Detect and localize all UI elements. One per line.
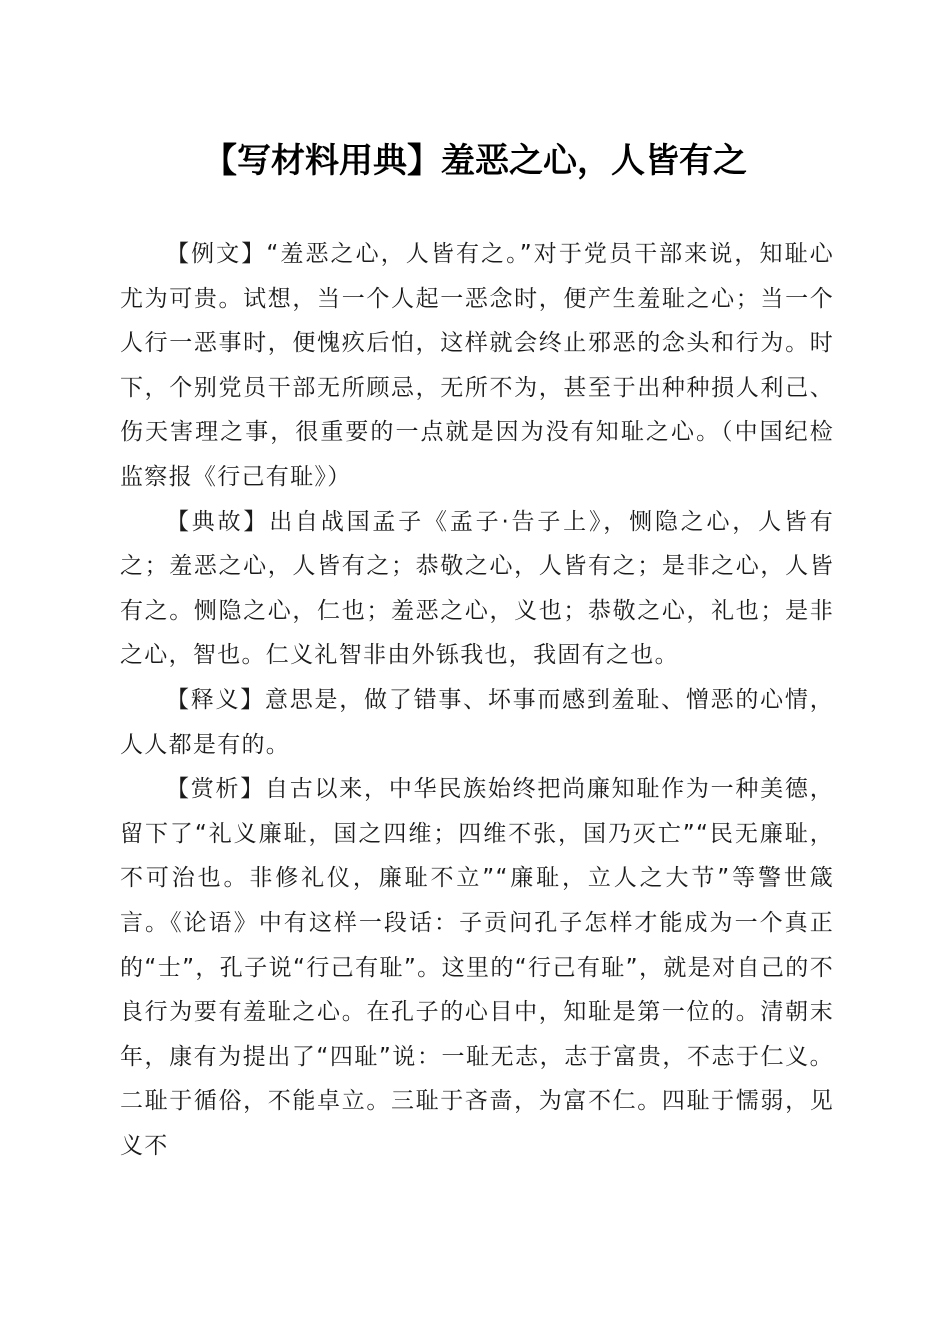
paragraph-allusion: 【典故】出自战国孟子《孟子·告子上》，恻隐之心，人皆有之；羞恶之心，人皆有之；恭敬之心，人皆有之；是非之心，人皆有之。恻隐之心，仁也；羞恶之心，义也；恭敬之心，礼也；是非之心，智也。仁义礼智非由外铄我也，我固有之也。 [120,508,834,669]
paragraph-meaning: 【释义】意思是，做了错事、坏事而感到羞耻、憎恶的心情，人人都是有的。 [120,686,834,758]
paragraph-example: 【例文】“羞恶之心，人皆有之。”对于党员干部来说，知耻心尤为可贵。试想，当一个人起一恶念时，便产生羞耻之心；当一个人行一恶事时，便愧疚后怕，这样就会终止邪恶的念头和行为。时下，个别党员干部无所顾忌，无所不为，甚至于出种种损人利己、伤天害理之事，很重要的一点就是因为没有知耻之心。（中国纪检监察报《行己有耻》） [120,241,834,490]
document-body [120,232,834,1168]
paragraph-appreciation: 【赏析】自古以来，中华民族始终把尚廉知耻作为一种美德，留下了“礼义廉耻，国之四维；四维不张，国乃灭亡”“民无廉耻，不可治也。非修礼仪，廉耻不立”“廉耻，立人之大节”等警世箴言。《论语》中有这样一段话：子贡问孔子怎样才能成为一个真正的“士”，孔子说“行己有耻”。这里的“行己有耻”，就是对自己的不良行为要有羞耻之心。在孔子的心目中，知耻是第一位的。清朝末年，康有为提出了“四耻”说：一耻无志，志于富贵，不志于仁义。二耻于循俗，不能卓立。三耻于吝啬，为富不仁。四耻于懦弱，见义不 [120,776,834,1159]
document-title: 【写材料用典】羞恶之心，人皆有之 [203,141,747,181]
